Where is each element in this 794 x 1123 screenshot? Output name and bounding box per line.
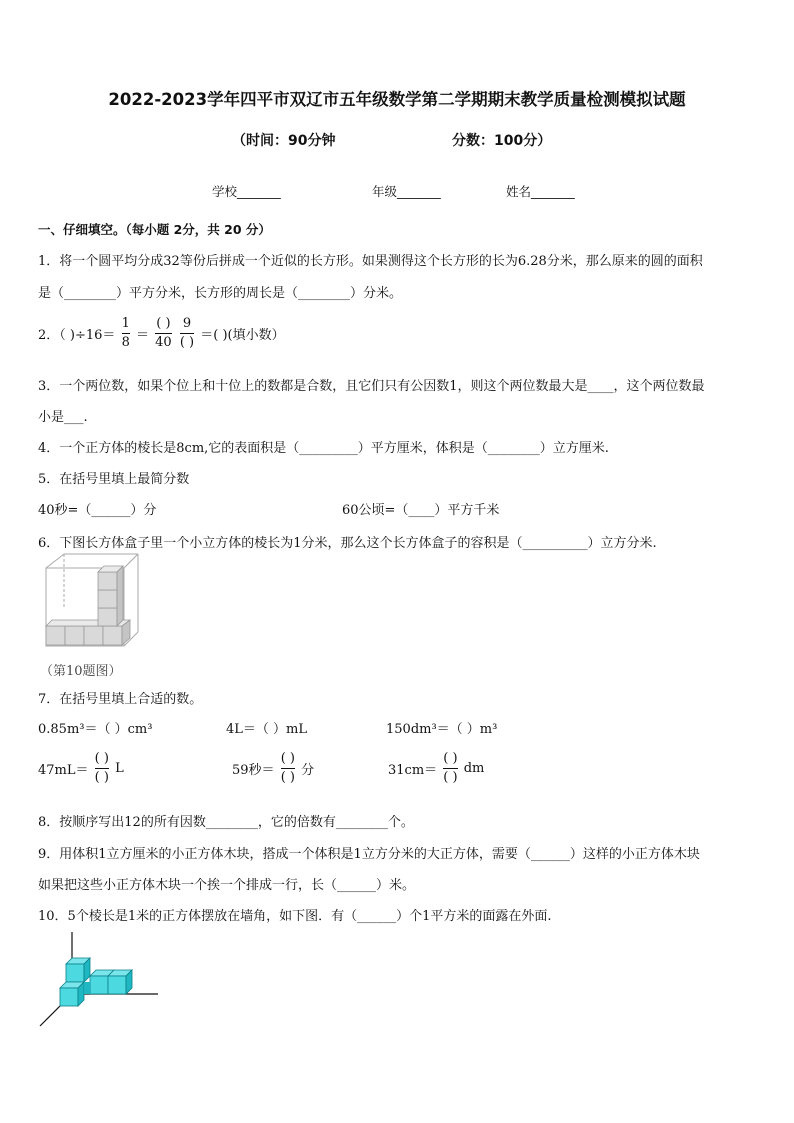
denominator[interactable]: ( ): [94, 770, 109, 785]
q7-item-b: 4L＝（ ）mL: [226, 722, 307, 737]
denominator: 8: [121, 335, 130, 350]
question-10: 10．5个棱长是1米的正方体摆放在墙角，如下图．有（______）个1平方米的面露在外面.: [38, 909, 552, 924]
figure-caption: （第10题图）: [40, 664, 122, 679]
question-3-line2: 小是___.: [38, 410, 88, 425]
q7-item-d: [38, 751, 124, 786]
question-3-line1: 3．一个两位数，如果个位上和十位上的数都是合数，且它们只有公因数1，则这个两位数最大是____，这个两位数最: [38, 379, 705, 394]
q7-e-unit: 分: [301, 763, 315, 778]
fraction-blank[interactable]: [281, 751, 295, 786]
grade-field[interactable]: 年级_______: [372, 184, 441, 199]
q7-f-unit: dm: [463, 761, 485, 776]
q7-e-prefix: 59秒＝: [232, 763, 275, 778]
numerator[interactable]: ( ): [156, 316, 171, 331]
denominator[interactable]: ( ): [179, 335, 195, 350]
equals: ＝: [135, 328, 149, 343]
q7-d-unit: L: [115, 761, 124, 776]
numerator[interactable]: ( ): [280, 751, 295, 766]
question-7: 7．在括号里填上合适的数。: [38, 692, 203, 707]
exam-time: （时间：90分钟: [232, 133, 336, 149]
question-1-line2: 是（________）平方分米，长方形的周长是（________）分米。: [38, 286, 403, 301]
q7-item-a: 0.85m³＝（ ）cm³: [38, 722, 153, 737]
question-2: [38, 316, 285, 351]
q7-item-e: [232, 751, 314, 786]
fraction-blank-40: [155, 316, 172, 351]
question-8: 8．按顺序写出12的所有因数________，它的倍数有________个。: [38, 815, 414, 830]
numerator[interactable]: ( ): [94, 751, 109, 766]
question-5: 5．在括号里填上最简分数: [38, 472, 190, 487]
fraction-blank[interactable]: [443, 751, 457, 786]
cube-stack: [60, 958, 132, 1006]
denominator[interactable]: ( ): [443, 770, 458, 785]
school-field[interactable]: 学校_______: [212, 184, 281, 199]
denominator[interactable]: ( ): [280, 770, 295, 785]
fraction-1-8: [122, 316, 130, 351]
fraction-blank[interactable]: [95, 751, 109, 786]
question-5-right: 60公顷=（____）平方千米: [342, 503, 500, 518]
q2-prefix: 2．（ )÷16＝: [38, 328, 116, 343]
q7-item-f: [388, 751, 484, 786]
box-cubes: [46, 566, 130, 645]
numerator: 1: [121, 316, 130, 331]
question-5-left: 40秒=（______）分: [38, 503, 157, 518]
q7-f-prefix: 31cm＝: [388, 763, 438, 778]
numerator: 9: [182, 316, 192, 331]
denominator: 40: [155, 335, 172, 350]
name-field[interactable]: 姓名_______: [506, 184, 575, 199]
question-9-line1: 9．用体积1立方厘米的小正方体木块，搭成一个体积是1立方分米的大正方体，需要（______）这样的小正方体木块: [38, 847, 700, 862]
question-6: 6．下图长方体盒子里一个小立方体的棱长为1分米，那么这个长方体盒子的容积是（__________）立方分米.: [38, 536, 657, 551]
exam-score: 分数：100分）: [452, 133, 552, 149]
box-figure: [42, 550, 142, 650]
q7-item-c: 150dm³＝（ ）m³: [386, 722, 498, 737]
q2-suffix: ＝( )(填小数）: [200, 328, 285, 343]
page-title: 2022-2023学年四平市双辽市五年级数学第二学期期末教学质量检测模拟试题: [108, 90, 686, 109]
numerator[interactable]: ( ): [443, 751, 458, 766]
fraction-9-blank: [180, 316, 194, 351]
question-9-line2: 如果把这些小正方体木块一个挨一个排成一行，长（______）米。: [38, 878, 416, 893]
q7-d-prefix: 47mL＝: [38, 763, 89, 778]
corner-cubes-figure: [38, 928, 162, 1030]
section-heading: 一、仔细填空。（每小题 2分，共 20 分）: [38, 222, 271, 237]
question-1-line1: 1．将一个圆平均分成32等份后拼成一个近似的长方形。如果测得这个长方形的长为6.28分米，那么原来的圆的面积: [38, 254, 703, 269]
question-4: 4．一个正方体的棱长是8cm,它的表面积是（_________）平方厘米，体积是（________）立方厘米.: [38, 441, 609, 456]
